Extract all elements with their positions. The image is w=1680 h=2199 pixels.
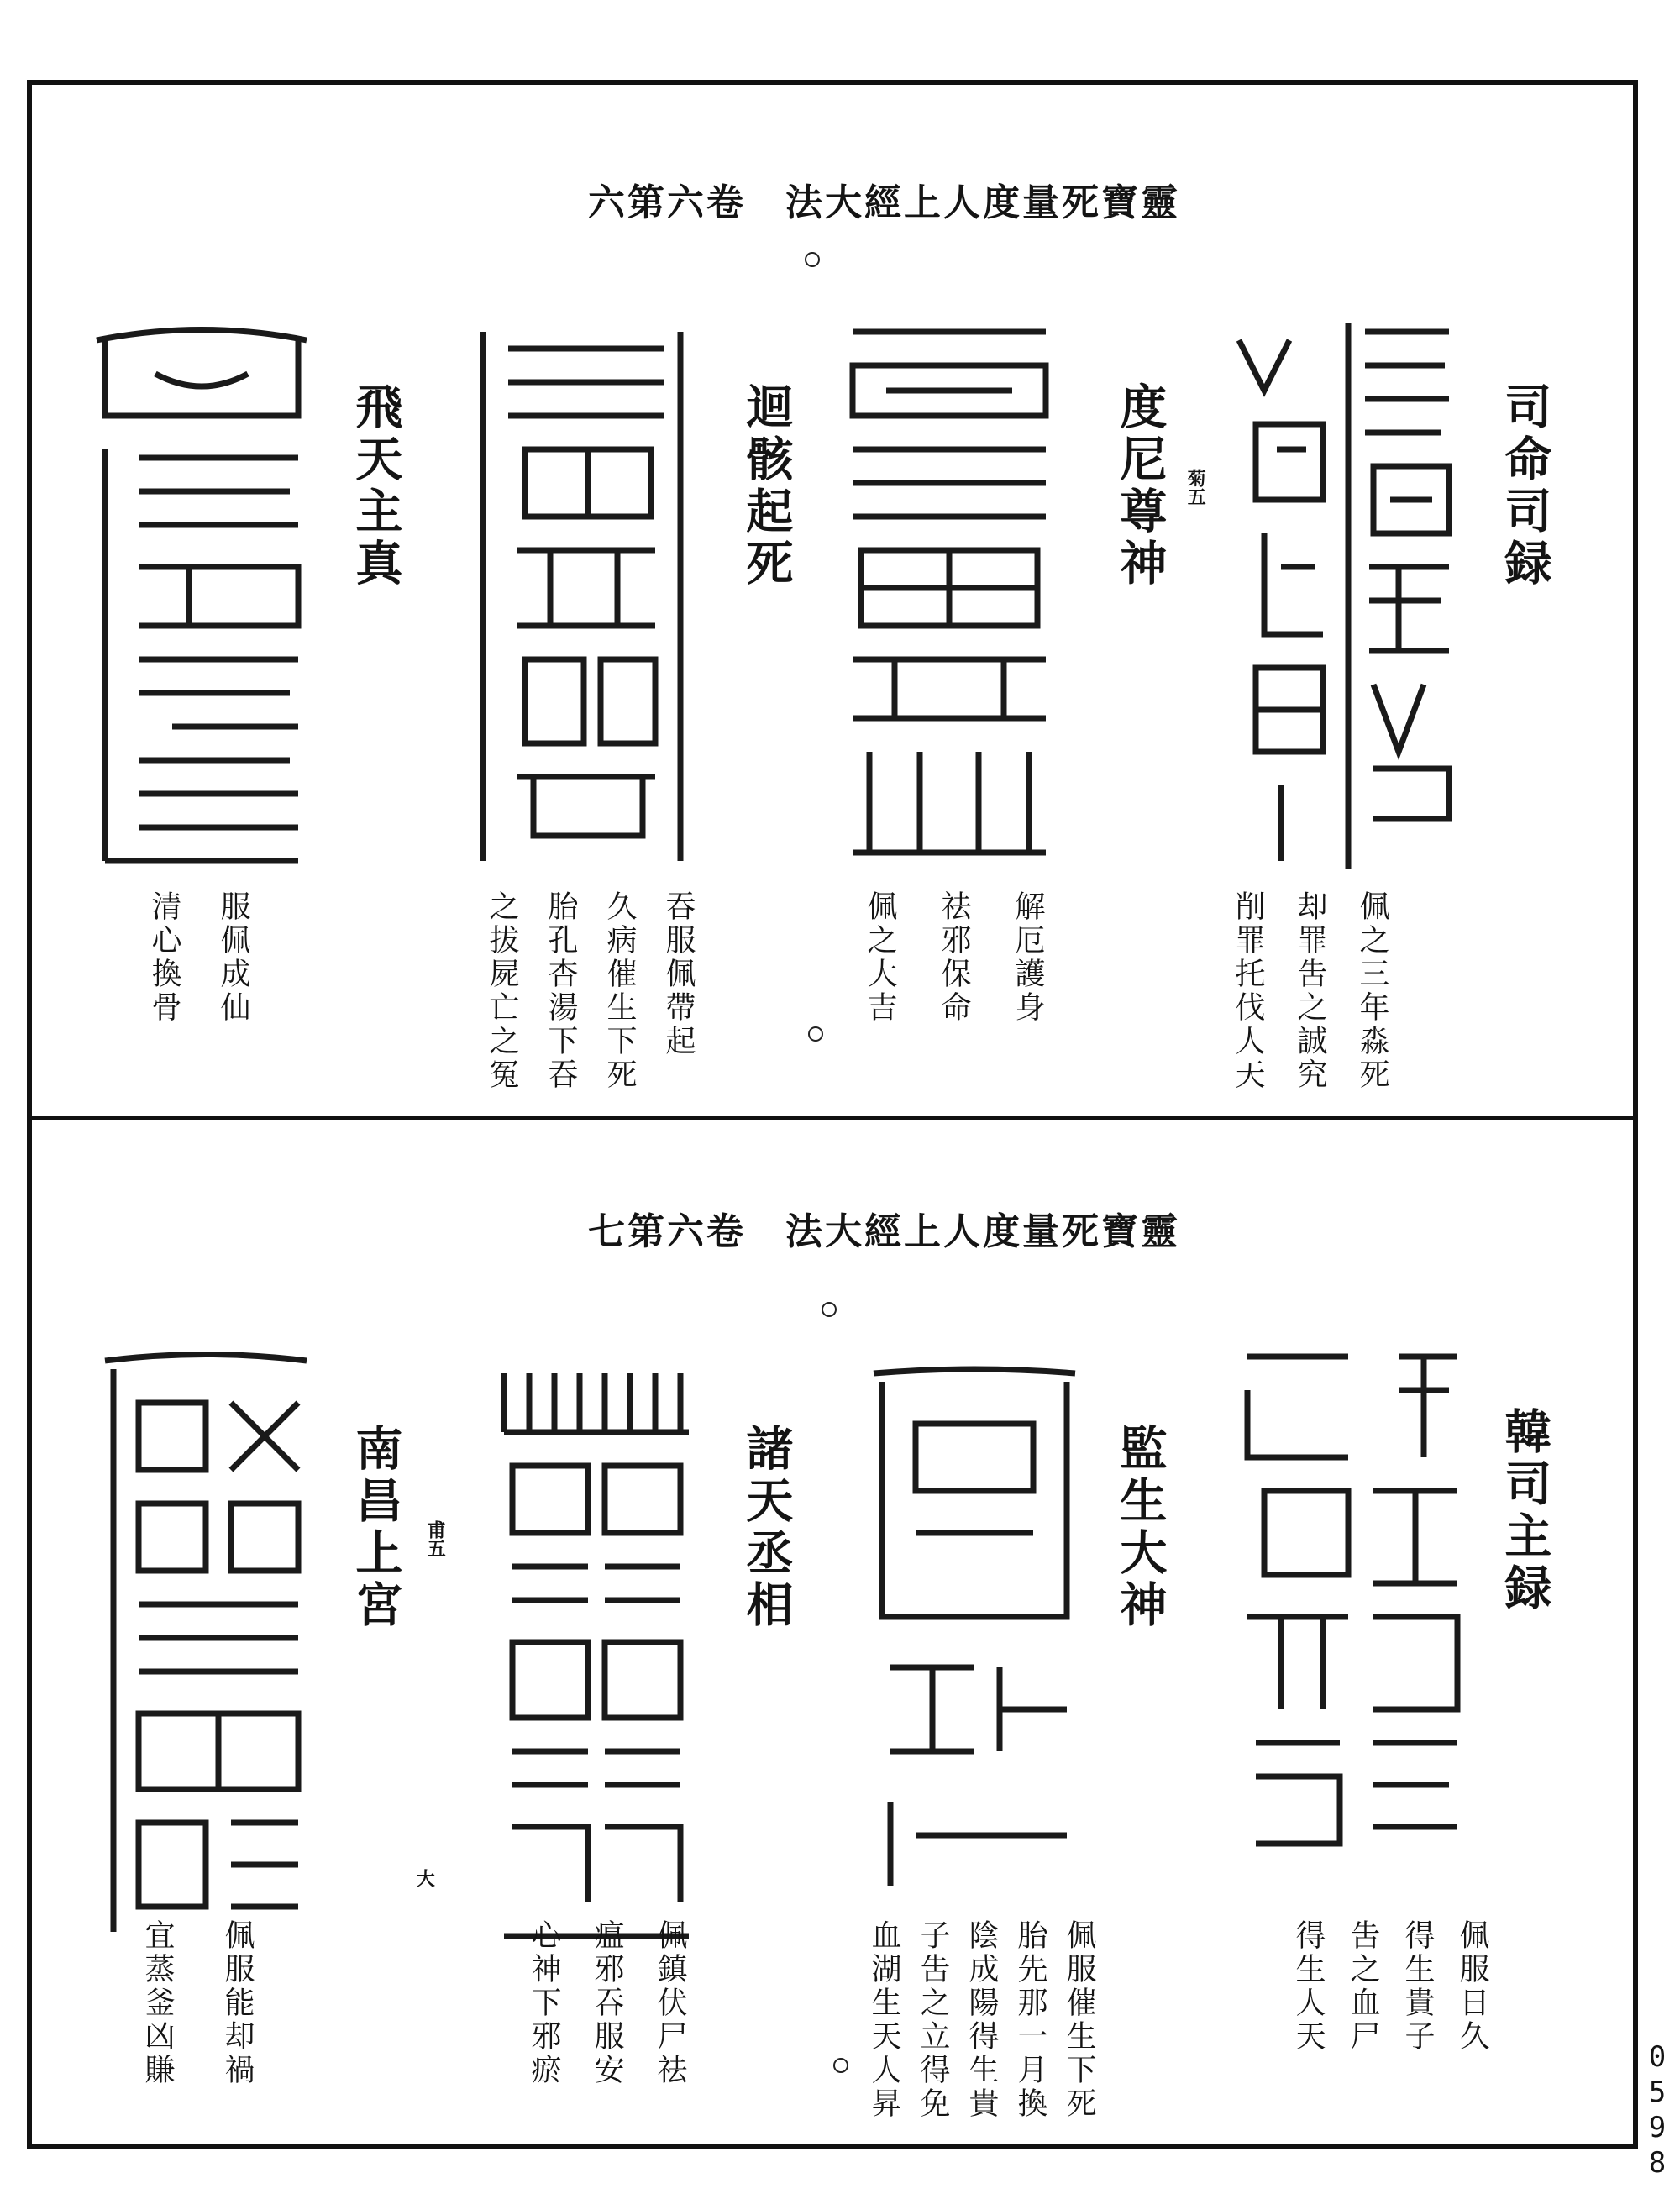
talisman-title: 飛天主真 bbox=[348, 382, 404, 590]
punch-hole-mark bbox=[822, 1302, 837, 1317]
talisman-note: 久病催生下死 bbox=[602, 890, 637, 1092]
talisman-title: 諸天丞相 bbox=[738, 1424, 795, 1632]
talisman-title: 監生大神 bbox=[1112, 1424, 1168, 1632]
punch-hole-mark bbox=[833, 2058, 848, 2073]
talisman-note: 清心換骨 bbox=[147, 890, 181, 1025]
talisman-note: 佩服日久 bbox=[1455, 1919, 1489, 2054]
talisman-glyph bbox=[865, 1365, 1084, 1902]
talisman-note: 削罪托伐人天 bbox=[1231, 890, 1265, 1092]
talisman-inscription: 甫五 bbox=[424, 1520, 447, 1557]
margin-mark: 大 bbox=[413, 1869, 436, 1887]
talisman-note: 佩服能却禍 bbox=[220, 1919, 255, 2087]
talisman-note: 祛邪保命 bbox=[937, 890, 971, 1025]
talisman-title: 迴骸起死 bbox=[738, 382, 795, 590]
talisman-note: 佩服催生下死 bbox=[1062, 1919, 1096, 2121]
talisman-glyph bbox=[1231, 1340, 1470, 1877]
page-header-bottom: 七第六卷 法大經上人度量死寶靈 bbox=[588, 1210, 1180, 1253]
talisman-note: 瘟邪吞服安 bbox=[590, 1919, 624, 2087]
talisman-note: 吿之血尸 bbox=[1346, 1919, 1380, 2054]
talisman-title: 韓司主録 bbox=[1497, 1407, 1553, 1615]
talisman-note: 佩鎮伏尸祛 bbox=[653, 1919, 687, 2087]
talisman-note: 得生貴子 bbox=[1400, 1919, 1435, 2054]
talisman-note: 佩之三年淼死 bbox=[1355, 890, 1389, 1092]
talisman-glyph bbox=[88, 323, 315, 878]
talisman-note: 吞服佩帶起 bbox=[661, 890, 696, 1058]
talisman-note: 胎孔杏湯下吞 bbox=[543, 890, 578, 1092]
talisman-note: 血湖生天人昇 bbox=[867, 1919, 901, 2121]
talisman-note: 佩之大吉 bbox=[863, 890, 897, 1025]
talisman-note: 心神下邪瘀 bbox=[527, 1919, 561, 2087]
talisman-title: 司命司録 bbox=[1497, 382, 1553, 590]
talisman-glyph bbox=[1231, 315, 1466, 882]
talisman-inscription: 菊五 bbox=[1184, 469, 1207, 506]
talisman-glyph bbox=[487, 1365, 701, 1953]
talisman-note: 宜蒸釜凶賺 bbox=[140, 1919, 175, 2087]
page-header-top: 六第六卷 法大經上人度量死寶靈 bbox=[588, 181, 1180, 224]
punch-hole-mark bbox=[805, 252, 820, 267]
talisman-note: 子吿之立得免 bbox=[916, 1919, 950, 2121]
page-divider bbox=[27, 1116, 1638, 1120]
talisman-note: 之拔屍亡之冤 bbox=[485, 890, 519, 1092]
talisman-note: 得生人天 bbox=[1291, 1919, 1326, 2054]
page-number: 0598 bbox=[1648, 2040, 1667, 2180]
talisman-note: 陰成陽得生貴 bbox=[964, 1919, 999, 2121]
talisman-title: 南昌上宮 bbox=[348, 1424, 404, 1632]
talisman-note: 胎先那一月換 bbox=[1013, 1919, 1047, 2121]
talisman-glyph bbox=[97, 1352, 315, 1940]
talisman-glyph bbox=[836, 323, 1063, 869]
punch-hole-mark bbox=[808, 1026, 823, 1042]
talisman-note: 却罪吿之誠究 bbox=[1293, 890, 1327, 1092]
talisman-note: 服佩成仙 bbox=[216, 890, 250, 1025]
talisman-title: 度尼尊神 bbox=[1112, 382, 1168, 590]
talisman-note: 解厄護身 bbox=[1011, 890, 1045, 1025]
talisman-glyph bbox=[475, 323, 689, 869]
